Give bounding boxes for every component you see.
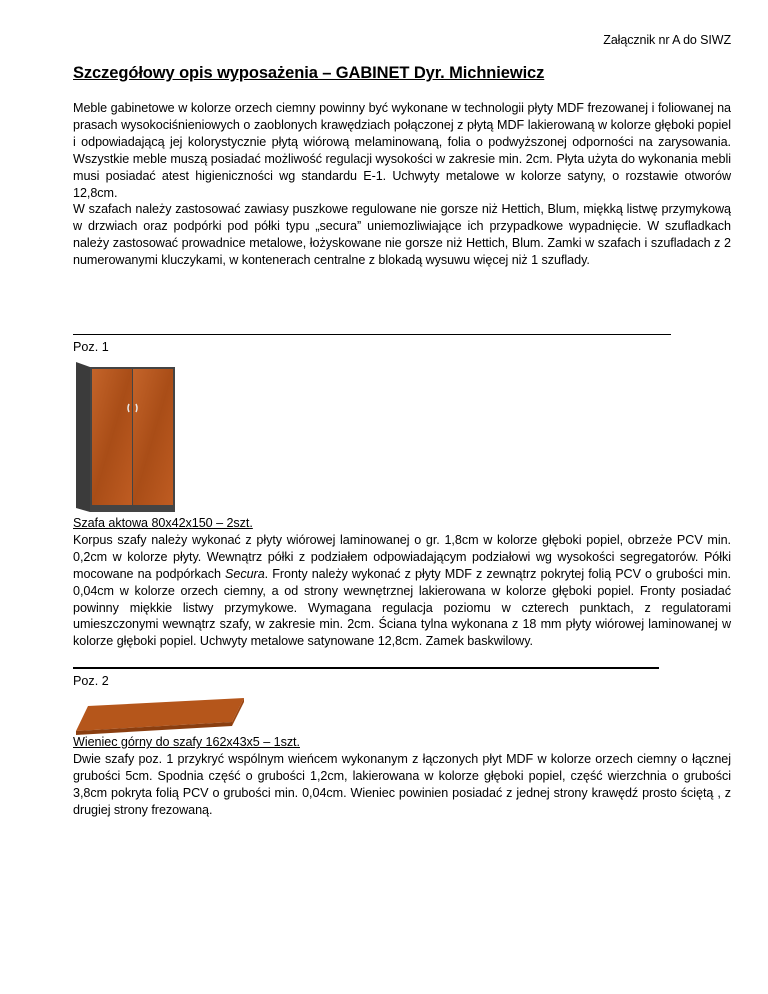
annex-label: Załącznik nr A do SIWZ: [603, 33, 731, 47]
pos2-heading: Wieniec górny do szafy 162x43x5 – 1szt.: [73, 735, 300, 749]
pos1-description: Korpus szafy należy wykonać z płyty wiórowej laminowanej o gr. 1,8cm w kolorze głęboki popiel, obrzeże PCV min. 0,2cm w kolorze płyty. Wewnątrz półki z podziałem odpowiadającym podziałowi wg wysokości segregatorów. Półki mocowane na podpórkach Secura. Fronty należy wykonać z płyty MDF z zewnątrz pokrytej folią PCV o grubości min. 0,04cm w kolorze orzech ciemny, a od strony wewnętrznej lakierowana w kolorze głęboki popiel. Fronty posiadać powinny miękkie listwy przymykowe. Wymagana regulacja poziomu w czterech punktach, z regulatorami umieszczonymi wewnątrz szafy, w zakresie min. 2cm. Ściana tylna wykonana z 18 mm płyty wiórowej laminowanej w kolorze głęboki popiel. Uchwyty metalowe satynowane 12,8cm. Zamek baskwilowy.: [73, 532, 731, 649]
pos1-label: Poz. 1: [73, 340, 109, 354]
pos2-description: Dwie szafy poz. 1 przykryć wspólnym wieńcem wykonanym z łączonych płyt MDF w kolorze orzech ciemny o łącznej grubości 5cm. Spodnia część o grubości 1,2cm, lakierowana w kolorze głęboki popiel, część wierzchnia o grubości 3,8cm pokryta folią PCV o grubości min. 0,04cm. Wieniec powinien posiadać z jednej strony krawędź prosto ściętą , z drugiej strony frezowaną.: [73, 751, 731, 817]
pos1-heading: Szafa aktowa 80x42x150 – 2szt.: [73, 516, 253, 530]
intro-text: [73, 100, 731, 269]
pos1-text: [73, 515, 731, 650]
intro-paragraph-1: Meble gabinetowe w kolorze orzech ciemny powinny być wykonane w technologii płyty MDF frezowanej i foliowanej na prasach wysokociśnieniowych o zaoblonych krawędziach połączonej z płytą MDF lakierowaną w kolorze głęboki popiel i odpowiadającą jej kolorystycznie płytą wiórową melaminowaną, folia o podwyższonej odporności na zarysowania. Wszystkie meble muszą posiadać możliwość regulacji wysokości w zakresie min. 2cm. Płyta użyta do wykonania mebli musi posiadać atest higieniczności wg standardu E-1. Uchwyty metalowe w kolorze satyny, o rozstawie otworów 12,8cm.: [73, 101, 731, 200]
cabinet-side-panel: [76, 362, 90, 512]
separator-1: [73, 334, 671, 335]
cabinet-left-door: [92, 369, 132, 505]
intro-paragraph-2: W szafach należy zastosować zawiasy puszkowe regulowane nie gorsze niż Hettich, Blum, miękką listwę przymykową w drzwiach oraz podpórki pod półki typu „secura” uniemozliwiające ich przypadkowe wypadnięcie. W szufladkach należy zastosować prowadnice metalowe, łożyskowane nie gorsze niż Hettich, Blum. Zamki w szafach i szufladach z 2 numerowanymi kluczykami, w kontenerach centralne z blokadą wysuwu więcej niż 1 szuflady.: [73, 202, 731, 268]
wardrobe-picture: [76, 362, 176, 512]
top-plank-picture: [76, 698, 246, 736]
cabinet-right-door: [133, 369, 173, 505]
pos2-label: Poz. 2: [73, 674, 109, 688]
separator-2: [73, 667, 659, 669]
page-title: Szczegółowy opis wyposażenia – GABINET Dyr. Michniewicz: [73, 64, 545, 82]
pos2-text: [73, 734, 731, 819]
